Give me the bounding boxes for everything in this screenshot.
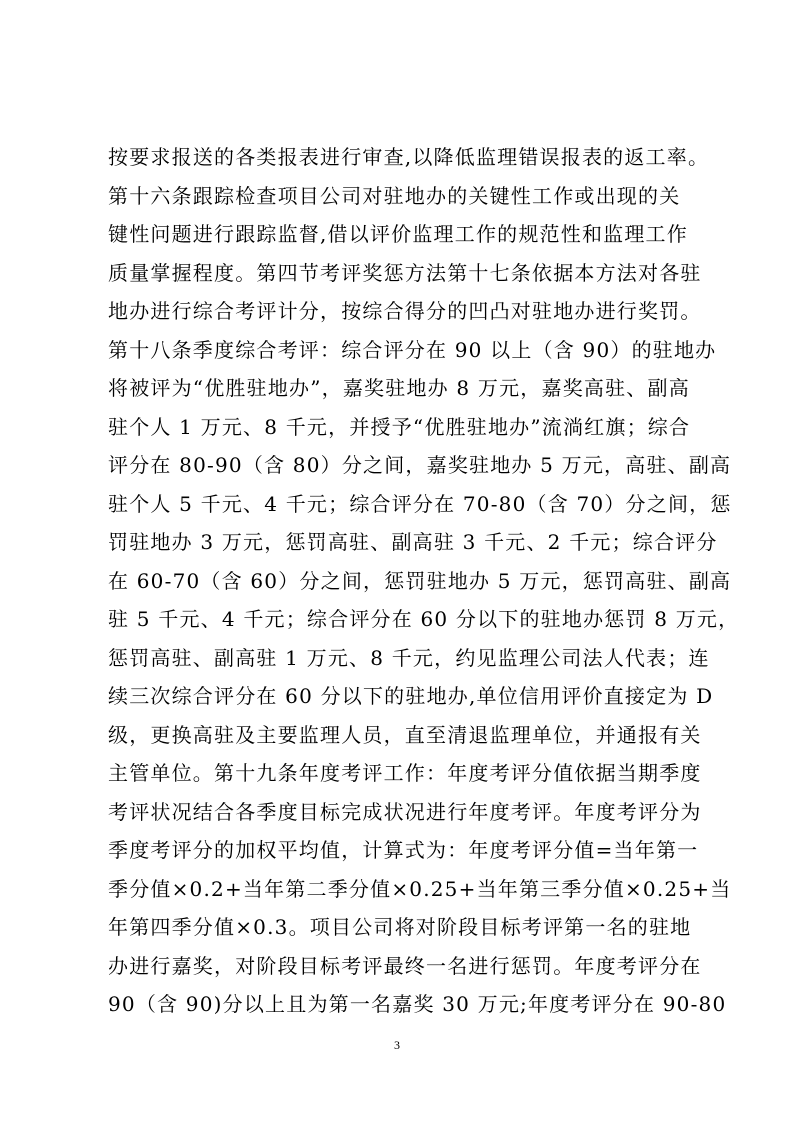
text-line: 将被评为“优胜驻地办”，嘉奖驻地办 8 万元，嘉奖高驻、副高 (108, 376, 690, 400)
text-line: 按要求报送的各类报表进行审查,以降低监理错误报表的返工率。 (108, 145, 710, 169)
text-line: 键性问题进行跟踪监督,借以评价监理工作的规范性和监理工作 (108, 222, 688, 246)
text-line: 季度考评分的加权平均值，计算式为：年度考评分值=当年第一 (108, 838, 699, 862)
text-line: 罚驻地办 3 万元，惩罚高驻、副高驻 3 千元、2 千元；综合评分 (108, 530, 718, 554)
page-number: 3 (394, 1038, 400, 1052)
text-line: 驻个人 1 万元、8 千元，并授予“优胜驻地办”流淌红旗；综合 (108, 414, 691, 439)
text-line: 90（含 90)分以上且为第一名嘉奖 30 万元;年度考评分在 90-80 (108, 992, 727, 1016)
text-line: 质量掌握程度。第四节考评奖惩方法第十七条依据本方法对各驻 (108, 260, 702, 285)
text-line: 评分在 80-90（含 80）分之间，嘉奖驻地办 5 万元，高驻、副高 (108, 453, 732, 477)
text-line: 办进行嘉奖，对阶段目标考评最终一名进行惩罚。年度考评分在 (108, 953, 702, 978)
text-line: 主管单位。第十九条年度考评工作：年度考评分值依据当期季度 (108, 761, 702, 785)
text-line: 第十六条跟踪检查项目公司对驻地办的关键性工作或出现的关 (108, 183, 681, 208)
text-line: 驻 5 千元、4 千元；综合评分在 60 分以下的驻地办惩罚 8 万元， (108, 607, 740, 631)
text-line: 地办进行综合考评计分，按综合得分的凹凸对驻地办进行奖罚。 (108, 299, 702, 323)
text-line: 级，更换高驻及主要监理人员，直至清退监理单位，并通报有关 (108, 722, 702, 747)
text-line: 续三次综合评分在 60 分以下的驻地办,单位信用评价直接定为 D (108, 684, 714, 708)
text-line: 惩罚高驻、副高驻 1 万元、8 千元，约见监理公司法人代表；连 (108, 645, 710, 670)
text-line: 第十八条季度综合考评：综合评分在 90 以上（含 90）的驻地办 (108, 337, 717, 362)
text-line: 考评状况结合各季度目标完成状况进行年度考评。年度考评分为 (108, 799, 702, 824)
text-line: 季分值×0.2+当年第二季分值×0.25+当年第三季分值×0.25+当 (108, 876, 732, 901)
text-line: 在 60-70（含 60）分之间，惩罚驻地办 5 万元，惩罚高驻、副高 (108, 568, 732, 593)
text-line: 年第四季分值×0.3。项目公司将对阶段目标考评第一名的驻地 (108, 915, 692, 939)
text-line: 驻个人 5 千元、4 千元；综合评分在 70-80（含 70）分之间，惩 (108, 491, 732, 516)
body-text (108, 138, 740, 1024)
